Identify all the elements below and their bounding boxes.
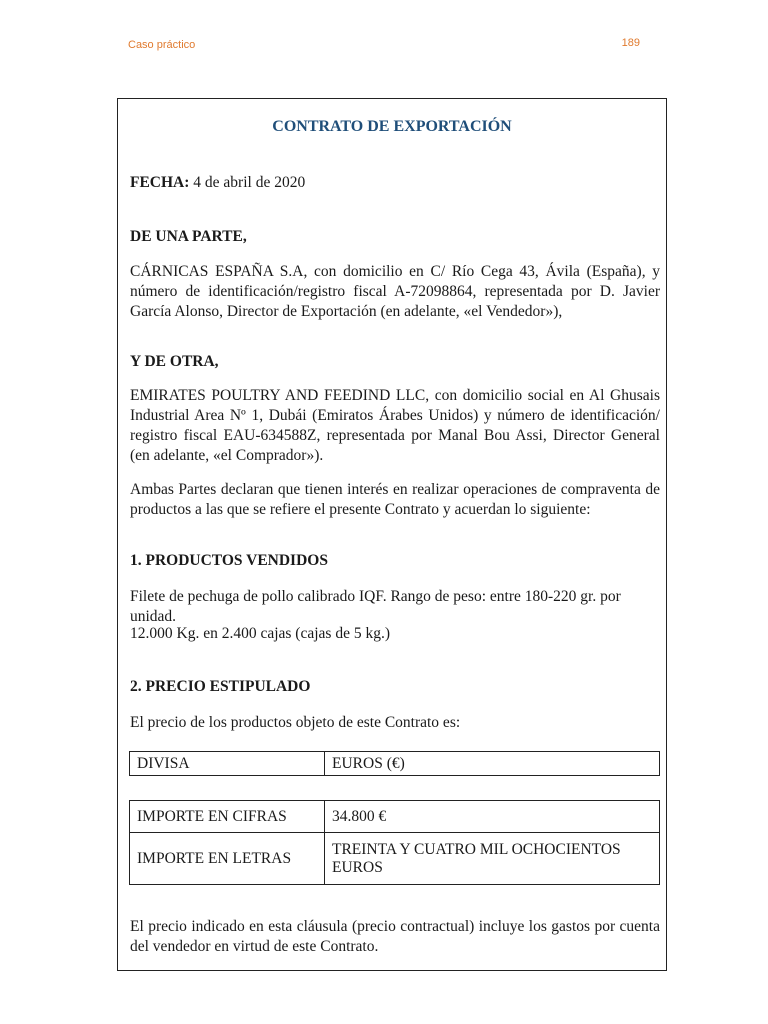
- amount-figures-label: IMPORTE EN CIFRAS: [130, 801, 325, 833]
- section1-product: Filete de pechuga de pollo calibrado IQF. Rango de peso: entre 180-220 gr. por unidad.: [130, 588, 621, 625]
- section2-intro: El precio de los productos objeto de este Contrato es:: [130, 714, 461, 731]
- currency-table: [129, 751, 660, 776]
- amount-figures-row: [130, 801, 660, 833]
- section1-heading: 1. PRODUCTOS VENDIDOS: [130, 552, 328, 569]
- amount-words-row: [130, 833, 660, 885]
- agreement-text: Ambas Partes declaran que tienen interés en realizar operaciones de compraventa de productos a las que se refiere el presente Contrato y acuerdan lo siguiente:: [130, 481, 660, 518]
- currency-label: DIVISA: [130, 752, 325, 776]
- closing-text: El precio indicado en esta cláusula (precio contractual) incluye los gastos por cuenta del vendedor en virtud de este Contrato.: [130, 918, 660, 955]
- party2-text: EMIRATES POULTRY AND FEEDIND LLC, con domicilio social en Al Ghusais Industrial Area Nº 1, Dubái (Emiratos Árabes Unidos) y número de identificación/ registro fiscal EAU-634588Z, representada por Manal Bou Assi, Director General (en adelante, «el Comprador»).: [130, 387, 660, 464]
- section2-heading: 2. PRECIO ESTIPULADO: [130, 678, 311, 695]
- party2-heading: Y DE OTRA,: [130, 353, 219, 370]
- date-value: 4 de abril de 2020: [189, 174, 306, 191]
- contract-title: CONTRATO DE EXPORTACIÓN: [272, 118, 512, 135]
- section1-quantity: 12.000 Kg. en 2.400 cajas (cajas de 5 kg.): [130, 625, 390, 642]
- date-label: FECHA:: [130, 174, 190, 191]
- party1-text: CÁRNICAS ESPAÑA S.A, con domicilio en C/ Río Cega 43, Ávila (España), y número de identificación/registro fiscal A-72098864, representada por D. Javier García Alonso, Director de Exportación (en adelante, «el Vendedor»),: [130, 263, 660, 320]
- currency-row: [130, 752, 660, 776]
- date-line: [130, 173, 660, 193]
- party1-heading: DE UNA PARTE,: [130, 228, 247, 245]
- amount-words-label: IMPORTE EN LETRAS: [130, 833, 325, 885]
- page-number: 189: [621, 37, 640, 49]
- currency-value: EUROS (€): [325, 752, 660, 776]
- amount-figures-value: 34.800 €: [325, 801, 660, 833]
- amount-words-value: TREINTA Y CUATRO MIL OCHOCIENTOS EUROS: [325, 833, 660, 885]
- section-title: Caso práctico: [128, 39, 196, 51]
- amount-table: [129, 800, 660, 885]
